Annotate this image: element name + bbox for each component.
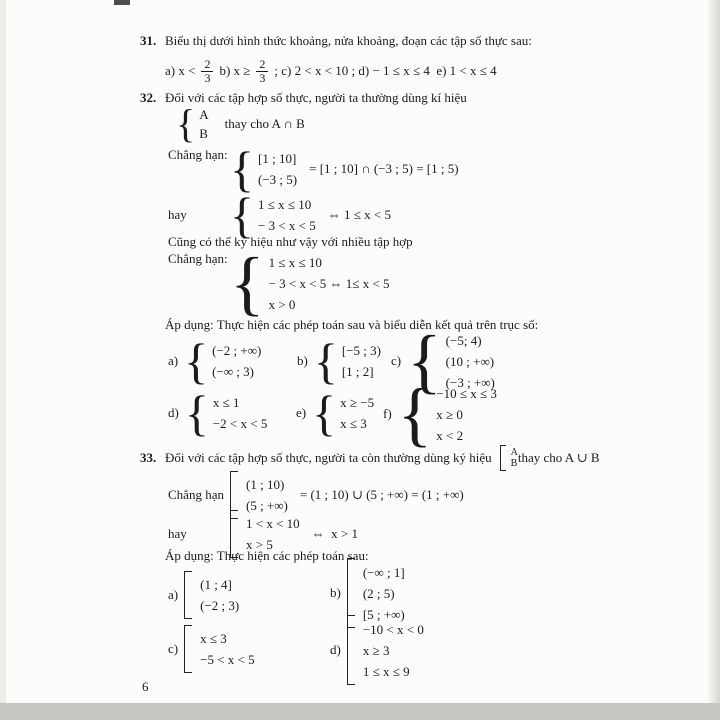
set-lines xyxy=(342,340,381,382)
set-lines xyxy=(258,194,316,236)
set-line: A xyxy=(510,447,518,458)
set-line: −10 < x < 0 xyxy=(362,621,424,637)
set-line: (−3 ; +∞) xyxy=(445,374,495,390)
set-lines xyxy=(213,392,268,434)
exercise-33a xyxy=(168,571,239,619)
set-line: −2 < x < 5 xyxy=(212,416,268,431)
example-label: Chẳng hạn: xyxy=(168,147,228,162)
exercise-33d xyxy=(330,615,424,685)
union-notation xyxy=(492,445,518,471)
result-expression: = [1 ; 10] ∩ (−3 ; 5) = [1 ; 5) xyxy=(309,161,459,176)
problem-33-header xyxy=(140,443,600,473)
set-line: −10 ≤ x ≤ 3 xyxy=(436,385,497,401)
exercise-label: b) xyxy=(330,585,341,600)
exercise-label: d) xyxy=(168,405,179,420)
set-lines xyxy=(269,252,390,315)
union-bracket-icon xyxy=(347,615,355,685)
set-lines xyxy=(436,383,497,446)
set-line: (−∞ ; 3) xyxy=(212,364,254,379)
fraction-numerator: 2 xyxy=(204,56,211,71)
set-line: x ≤ 3 xyxy=(340,416,367,431)
exercise-label: e) xyxy=(296,405,307,420)
parts-c-d-e: ; c) 2 < x < 10 ; d) − 1 ≤ x ≤ 4 e) 1 < x ≤ 4 xyxy=(274,63,497,78)
scan-speck xyxy=(114,0,130,5)
set-line: B xyxy=(510,458,518,469)
problem-31-header xyxy=(140,33,532,49)
exercise-32d xyxy=(168,385,268,441)
exercise-label: c) xyxy=(168,641,179,656)
exercise-label: d) xyxy=(330,642,341,657)
set-line: −5 < x < 5 xyxy=(200,652,255,667)
example-32-1 xyxy=(168,141,459,197)
problem-32-intro: Đối với các tập hợp số thực, người ta thường dùng kí hiệu xyxy=(165,90,467,105)
brace-icon: { xyxy=(313,333,338,389)
result-expression: ⇔ 1 ≤ x < 5 xyxy=(327,207,391,222)
set-line: (2 ; 5) xyxy=(362,585,395,601)
example-label: Chẳng hạn xyxy=(168,487,224,502)
exercise-32e xyxy=(296,385,375,441)
fraction-two-thirds xyxy=(256,58,268,85)
set-line: (−5; 4) xyxy=(445,332,482,348)
set-line: A xyxy=(199,107,209,122)
brace-icon: { xyxy=(230,243,265,323)
fraction-numerator: 2 xyxy=(259,56,266,71)
notation-sets xyxy=(199,105,208,143)
brace-icon: { xyxy=(230,141,254,197)
page-number: 6 xyxy=(142,679,149,694)
note-32: Cũng có thể ký hiệu như vậy với nhiều tập hợp xyxy=(168,234,413,249)
problem-31-parts xyxy=(165,54,497,88)
set-line: (−∞ ; 1] xyxy=(362,564,405,580)
brace-icon: { xyxy=(230,187,254,243)
brace-icon: { xyxy=(184,385,209,441)
set-lines xyxy=(200,574,239,616)
set-line: x ≥ 0 xyxy=(436,406,463,422)
result-expression: ⇔ x > 1 xyxy=(311,526,359,541)
brace-icon: { xyxy=(407,321,442,401)
problem-33-intro-tail: thay cho A ∪ B xyxy=(517,450,600,465)
set-lines xyxy=(200,628,255,670)
brace-icon: { xyxy=(397,374,433,454)
set-line: 1 ≤ x ≤ 10 xyxy=(258,197,312,212)
notation-caption: thay cho A ∩ B xyxy=(224,116,305,131)
set-line: 1 < x < 10 xyxy=(246,516,300,531)
brace-icon: { xyxy=(176,101,196,146)
example-label: Chẳng hạn: xyxy=(168,251,228,266)
set-line: x > 5 xyxy=(246,537,273,552)
union-bracket-icon xyxy=(500,445,506,471)
example-32-3 xyxy=(168,243,390,323)
fraction-two-thirds xyxy=(201,58,213,85)
scan-edge-left xyxy=(0,0,6,720)
set-line: (1 ; 10) xyxy=(246,477,285,492)
fraction-denominator: 3 xyxy=(201,71,213,85)
set-line: x ≤ 3 xyxy=(200,631,227,646)
notation-sets xyxy=(511,447,518,469)
exercise-32f xyxy=(383,374,497,454)
apply-32: Áp dụng: Thực hiện các phép toán sau và biểu diễn kết quả trên trục số: xyxy=(165,317,539,332)
exercise-label: c) xyxy=(391,353,402,368)
exercise-label: b) xyxy=(297,353,308,368)
set-line: (−2 ; +∞) xyxy=(212,343,262,358)
problem-31-number: 31. xyxy=(140,33,157,48)
set-line: B xyxy=(199,126,208,141)
set-line: (−2 ; 3) xyxy=(200,598,240,613)
set-line: − 3 < x < 5 xyxy=(258,218,316,233)
set-line: [1 ; 2] xyxy=(341,364,374,379)
set-line: x ≥ 3 xyxy=(362,642,390,658)
exercise-32b xyxy=(297,333,381,389)
set-line: (−3 ; 5) xyxy=(258,172,298,187)
set-line: [1 ; 10] xyxy=(258,151,297,166)
problem-31-intro: Biểu thị dưới hình thức khoảng, nửa khoảng, đoạn các tập số thực sau: xyxy=(165,33,532,48)
problem-33-intro: Đối với các tập hợp số thực, người ta còn thường dùng ký hiệu xyxy=(165,450,492,465)
set-line: x ≤ 1 xyxy=(212,395,240,410)
exercise-32a xyxy=(168,333,262,389)
set-line: (5 ; +∞) xyxy=(246,498,288,513)
fraction-denominator: 3 xyxy=(256,71,268,85)
set-line: − 3 < x < 5 ⇔ 1≤ x < 5 xyxy=(268,275,390,291)
exercise-33c xyxy=(168,625,255,673)
brace-icon: { xyxy=(184,333,209,389)
scan-edge-right xyxy=(708,0,720,720)
example-label: hay xyxy=(168,207,187,222)
apply-33: Áp dụng: Thực hiện các phép toán sau: xyxy=(165,548,369,563)
set-lines xyxy=(363,619,424,682)
exercise-label: a) xyxy=(168,587,179,602)
union-bracket-icon xyxy=(184,625,192,673)
problem-33-number: 33. xyxy=(140,450,157,465)
set-line: [5 ; +∞) xyxy=(362,606,405,622)
exercise-label: f) xyxy=(383,406,392,421)
set-line: x < 2 xyxy=(436,427,464,443)
part-b-label: b) x ≥ xyxy=(219,63,251,78)
part-a-label: a) x < xyxy=(165,63,196,78)
set-line: (10 ; +∞) xyxy=(445,353,495,369)
intersection-notation xyxy=(176,102,305,146)
set-line: [−5 ; 3) xyxy=(341,343,381,358)
set-lines xyxy=(212,340,261,382)
set-line: 1 ≤ x ≤ 9 xyxy=(362,663,410,679)
set-line: x > 0 xyxy=(268,296,296,312)
result-expression: = (1 ; 10) ∪ (5 ; +∞) = (1 ; +∞) xyxy=(299,487,464,502)
set-lines xyxy=(258,148,297,190)
union-bracket-icon xyxy=(184,571,192,619)
exercise-label: a) xyxy=(168,353,179,368)
example-label: hay xyxy=(168,526,187,541)
problem-32-number: 32. xyxy=(140,90,157,105)
scan-edge-bottom xyxy=(0,703,720,720)
set-line: (1 ; 4] xyxy=(200,577,232,592)
set-line: x ≥ −5 xyxy=(340,395,375,410)
set-lines xyxy=(340,392,374,434)
set-line: 1 ≤ x ≤ 10 xyxy=(268,254,322,270)
brace-icon: { xyxy=(312,385,337,441)
